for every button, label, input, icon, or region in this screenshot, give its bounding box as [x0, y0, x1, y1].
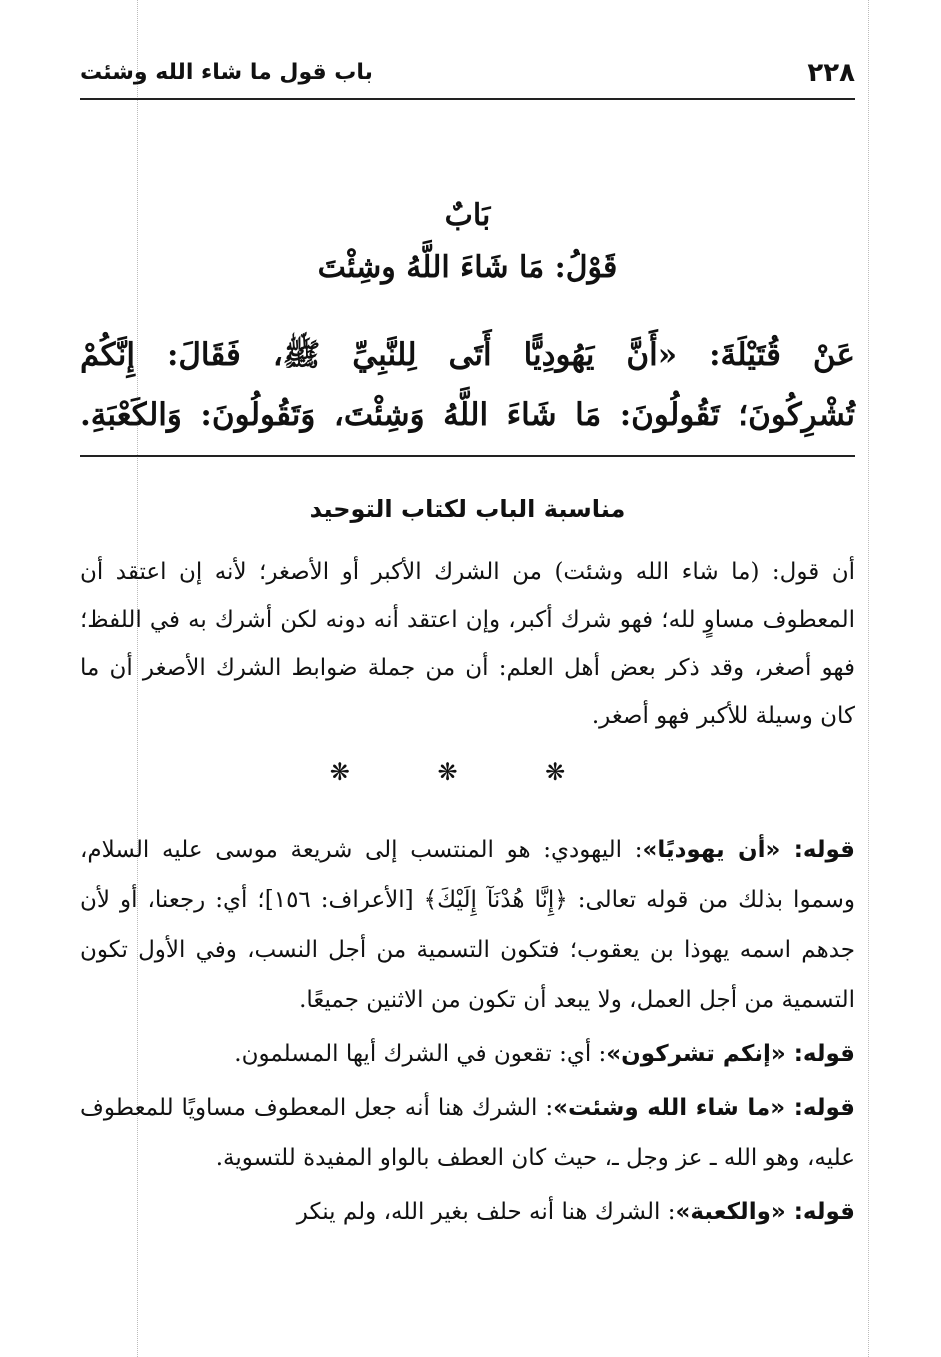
note-keyword: قوله: «والكعبة»: [675, 1199, 855, 1225]
page-number: ٢٢٨: [807, 58, 855, 88]
running-title: باب قول ما شاء الله وشئت: [80, 60, 373, 85]
hadith-line-2: تُشْرِكُونَ؛ تَقُولُونَ: مَا شَاءَ اللَّهُ وَشِئْتَ، وَتَقُولُونَ: وَالكَعْبَةِ.: [80, 397, 855, 433]
chapter-title: قَوْلُ: مَا شَاءَ اللَّهُ وشِئْتَ: [317, 250, 618, 285]
note-keyword: قوله: «أن يهوديًا»: [642, 837, 855, 863]
page-header: [80, 58, 855, 98]
note-paragraph: [80, 825, 855, 1025]
chapter-label: بَابٌ: [444, 198, 491, 233]
note-keyword: قوله: «إنكم تشركون»: [606, 1041, 855, 1067]
note-paragraph: [80, 1083, 855, 1183]
intro-text: أن قول: (ما شاء الله وشئت) من الشرك الأكبر أو الأصغر؛ لأنه إن اعتقد أن المعطوف مساوٍ لله؛ فهو شرك أكبر، وإن اعتقد أنه دونه لكن أشرك به في اللفظ؛ فهو أصغر، وقد ذكر بعض أهل العلم: أن من جملة ضوابط الشرك الأصغر أن ما كان وسيلة للأكبر فهو أصغر.: [80, 559, 855, 729]
hadith-text: [80, 325, 855, 445]
note-paragraph: [80, 1187, 855, 1237]
note-text: : الشرك هنا أنه جعل المعطوف مساويًا للمعطوف عليه، وهو الله ـ عز وجل ـ، حيث كان العطف بالواو المفيدة للتسوية.: [80, 1095, 855, 1171]
commentary-notes: [80, 825, 855, 1241]
section-title: مناسبة الباب لكتاب التوحيد: [309, 495, 626, 523]
hadith-line-1: عَنْ قُتَيْلَةَ: «أَنَّ يَهُودِيًّا أَتَى لِلنَّبِيِّ ﷺ، فَقَالَ: إِنَّكُمْ: [80, 337, 855, 373]
header-rule: [80, 98, 855, 100]
intro-paragraph: [80, 548, 855, 740]
note-text: : أي: تقعون في الشرك أيها المسلمون.: [234, 1041, 607, 1067]
scan-margin-line-right: [868, 0, 869, 1357]
note-paragraph: [80, 1029, 855, 1079]
note-keyword: قوله: «ما شاء الله وشئت»: [553, 1095, 855, 1121]
note-text: : اليهودي: هو المنتسب إلى شريعة موسى عليه السلام، وسموا بذلك من قوله تعالى: ﴿إِنَّا هُدْنَآ إِلَيْكَ﴾ [الأعراف: ١٥٦]؛ أي: رجعنا، أو لأن جدهم اسمه يهوذا بن يعقوب؛ فتكون التسمية من أجل النسب، وفي الأول تكون التسمية من أجل العمل، ولا يبعد أن تكون من الاثنين جميعًا.: [80, 837, 855, 1013]
note-text: : الشرك هنا أنه حلف بغير الله، ولم ينكر: [296, 1199, 676, 1225]
separator-stars: ❋ ❋ ❋: [329, 758, 606, 786]
hadith-rule: [80, 455, 855, 457]
